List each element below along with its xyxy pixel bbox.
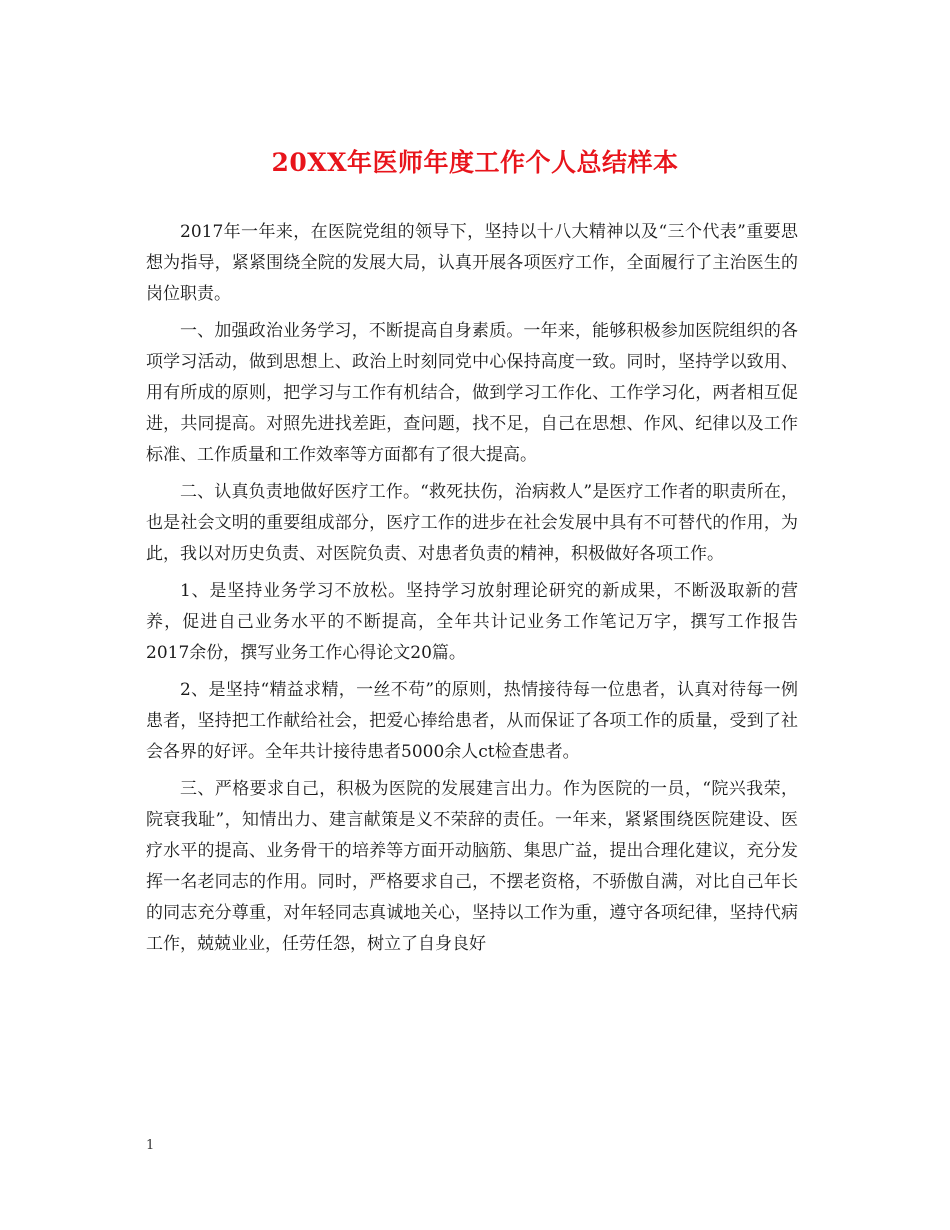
paragraph-section-2: 二、认真负责地做好医疗工作。“救死扶伤，治病救人”是医疗工作者的职责所在，也是社会文明的重要组成部分，医疗工作的进步在社会发展中具有不可替代的作用，为此，我以对历史负责、对医院负责、对患者负责的精神，积极做好各项工作。 — [146, 482, 798, 564]
page-number: 1 — [146, 1138, 155, 1153]
paragraph-intro: 2017年一年来，在医院党组的领导下，坚持以十八大精神以及“三个代表”重要思想为指导，紧紧围绕全院的发展大局，认真开展各项医疗工作，全面履行了主治医生的岗位职责。 — [146, 222, 798, 304]
document-title: 20XX年医师年度工作个人总结样本 — [271, 148, 679, 177]
paragraph-item-2: 2、是坚持“精益求精，一丝不苟”的原则，热情接待每一位患者，认真对待每一例患者，坚持把工作献给社会，把爱心捧给患者，从而保证了各项工作的质量，受到了社会各界的好评。全年共计接待患者5000余人ct检查患者。 — [146, 680, 798, 762]
paragraph-item-1: 1、是坚持业务学习不放松。坚持学习放射理论研究的新成果，不断汲取新的营养，促进自己业务水平的不断提高，全年共计记业务工作笔记万字，撰写工作报告2017余份，撰写业务工作心得论文20篇。 — [146, 581, 798, 663]
paragraph-section-3: 三、严格要求自己，积极为医院的发展建言出力。作为医院的一员，“院兴我荣，院衰我耻”，知情出力、建言献策是义不荣辞的责任。一年来，紧紧围绕医院建设、医疗水平的提高、业务骨干的培养等方面开动脑筋、集思广益，提出合理化建议，充分发挥一名老同志的作用。同时，严格要求自己，不摆老资格，不骄傲自满，对比自己年长的同志充分尊重，对年轻同志真诚地关心，坚持以工作为重，遵守各项纪律，坚持代病工作，兢兢业业，任劳任怨，树立了自身良好 — [146, 779, 798, 954]
document-body — [146, 217, 798, 966]
paragraph-section-1: 一、加强政治业务学习，不断提高自身素质。一年来，能够积极参加医院组织的各项学习活动，做到思想上、政治上时刻同党中心保持高度一致。同时，坚持学以致用、用有所成的原则，把学习与工作有机结合，做到学习工作化、工作学习化，两者相互促进，共同提高。对照先进找差距，查问题，找不足，自己在思想、作风、纪律以及工作标准、工作质量和工作效率等方面都有了很大提高。 — [146, 321, 798, 465]
